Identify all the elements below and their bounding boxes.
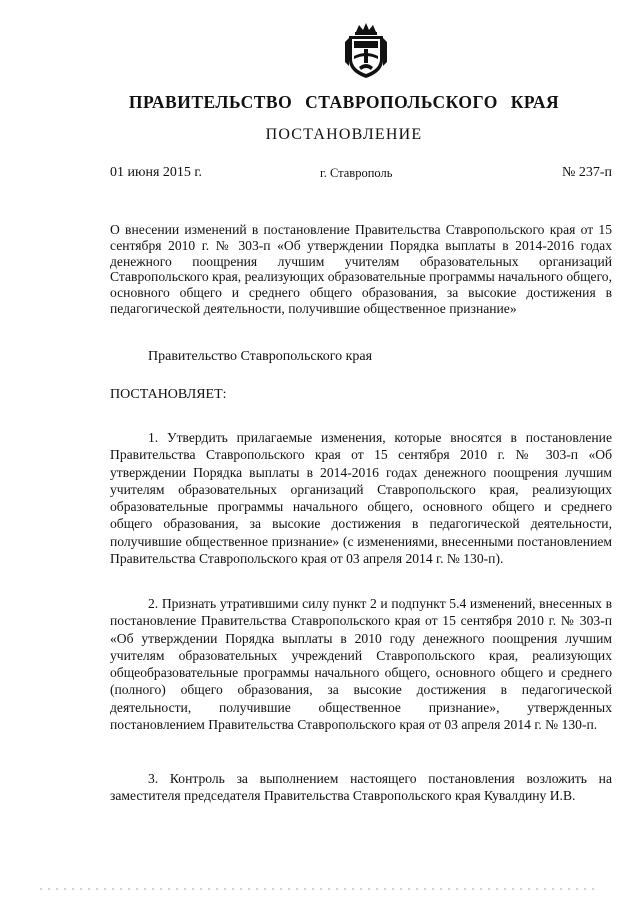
- document-date: 01 июня 2015 г.: [110, 165, 203, 180]
- government-name: ПРАВИТЕЛЬСТВО СТАВРОПОЛЬСКОГО КРАЯ: [128, 92, 560, 112]
- paragraph-3: 3. Контроль за выполнением настоящего постановления возложить на заместителя председателя Правительства Ставропольского края Кувалдину И.В.: [110, 771, 612, 804]
- document-city: г. Ставрополь: [320, 166, 393, 180]
- document-title: О внесении изменений в постановление Правительства Ставропольского края от 15 сентября 2010 г. № 303-п «Об утверждении Порядка выплаты в 2014-2016 годах денежного поощрения лучшим учителям образовательных организаций Ставропольского края, реализующих образовательные программы начального общего, основного общего и среднего общего образования, за высокие достижения в педагогической деятельности, получившие общественное признание»: [110, 222, 613, 316]
- document-type: ПОСТАНОВЛЕНИЕ: [265, 126, 423, 143]
- scan-footer-rule: [0, 888, 640, 890]
- decrees-line: ПОСТАНОВЛЯЕТ:: [110, 387, 227, 402]
- paragraph-2: 2. Признать утратившими силу пункт 2 и подпункт 5.4 изменений, внесенных в постановление Правительства Ставропольского края от 15 сентября 2010 г. № 303-п «Об утверждении Порядка выплаты в 2010 году денежного поощрения лучшим учителям образовательных учреждений Ставропольского края, реализующих общеобразовательные программы начального общего, основного общего и среднего (полного) общего образования, за высокие достижения в педагогической деятельности, получившие общественное признание», утвержденных постановлением Правительства Ставропольского края от 03 апреля 2014 г. № 130-п.: [110, 596, 612, 733]
- document-number: № 237-п: [561, 165, 612, 180]
- paragraph-1: 1. Утвердить прилагаемые изменения, которые вносятся в постановление Правительства Ставропольского края от 15 сентября 2010 г. № 303-п «Об утверждении Порядка выплаты в 2014-2016 годах денежного поощрения лучшим учителям образовательных организаций Ставропольского края, реализующих образовательные программы начального общего, основного общего и среднего общего образования, за высокие достижения в педагогической деятельности, получившие общественное признание» (с изменениями, внесенными постановлением Правительства Ставропольского края от 03 апреля 2014 г. № 130-п).: [110, 430, 612, 567]
- coat-of-arms-icon: [343, 22, 389, 80]
- issuer-line: Правительство Ставропольского края: [148, 349, 373, 364]
